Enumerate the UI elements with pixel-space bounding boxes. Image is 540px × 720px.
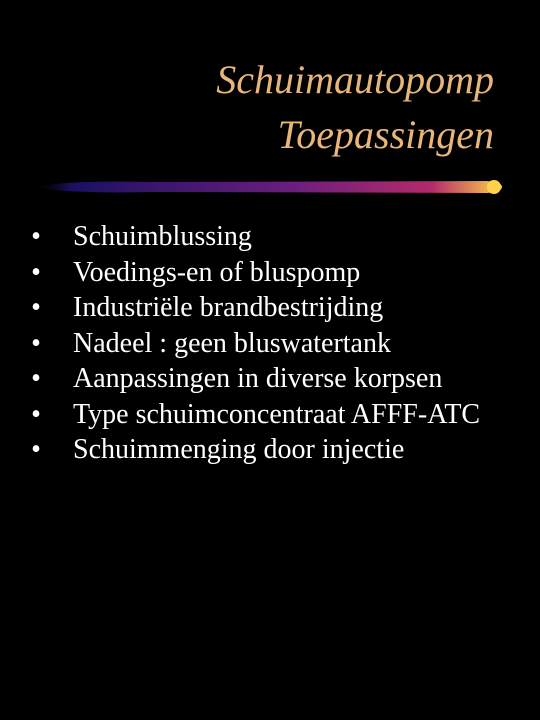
bullet-list — [26, 219, 506, 468]
bullet-text: Aanpassingen in diverse korpsen — [73, 363, 443, 394]
bullet-text: Schuimblussing — [73, 221, 252, 252]
bullet-marker: • — [31, 327, 41, 359]
decorative-title-rule — [32, 176, 504, 198]
bullet-marker: • — [31, 363, 41, 394]
bullet-text: Voedings-en of bluspomp — [73, 256, 361, 288]
title-line-2: Toepassingen — [277, 112, 494, 157]
bullet-marker: • — [31, 256, 41, 288]
bullet-text: Industriële brandbestrijding — [73, 292, 384, 323]
bullet-marker: • — [31, 434, 41, 465]
bullet-item — [26, 397, 506, 433]
bullet-item — [26, 326, 506, 362]
bullet-marker: • — [31, 398, 41, 430]
slide-title — [34, 52, 494, 162]
bullet-marker: • — [31, 221, 41, 252]
title-line-1: Schuimautopomp — [216, 57, 494, 102]
bullet-item — [26, 432, 506, 468]
bullet-item — [26, 290, 506, 326]
bullet-text: Nadeel : geen bluswatertank — [73, 327, 391, 359]
bullet-marker: • — [31, 292, 41, 323]
bullet-item — [26, 255, 506, 291]
bullet-text: Schuimmenging door injectie — [73, 434, 405, 465]
bullet-text: Type schuimconcentraat AFFF-ATC — [73, 398, 481, 430]
bullet-item — [26, 361, 506, 397]
bullet-item — [26, 219, 506, 255]
